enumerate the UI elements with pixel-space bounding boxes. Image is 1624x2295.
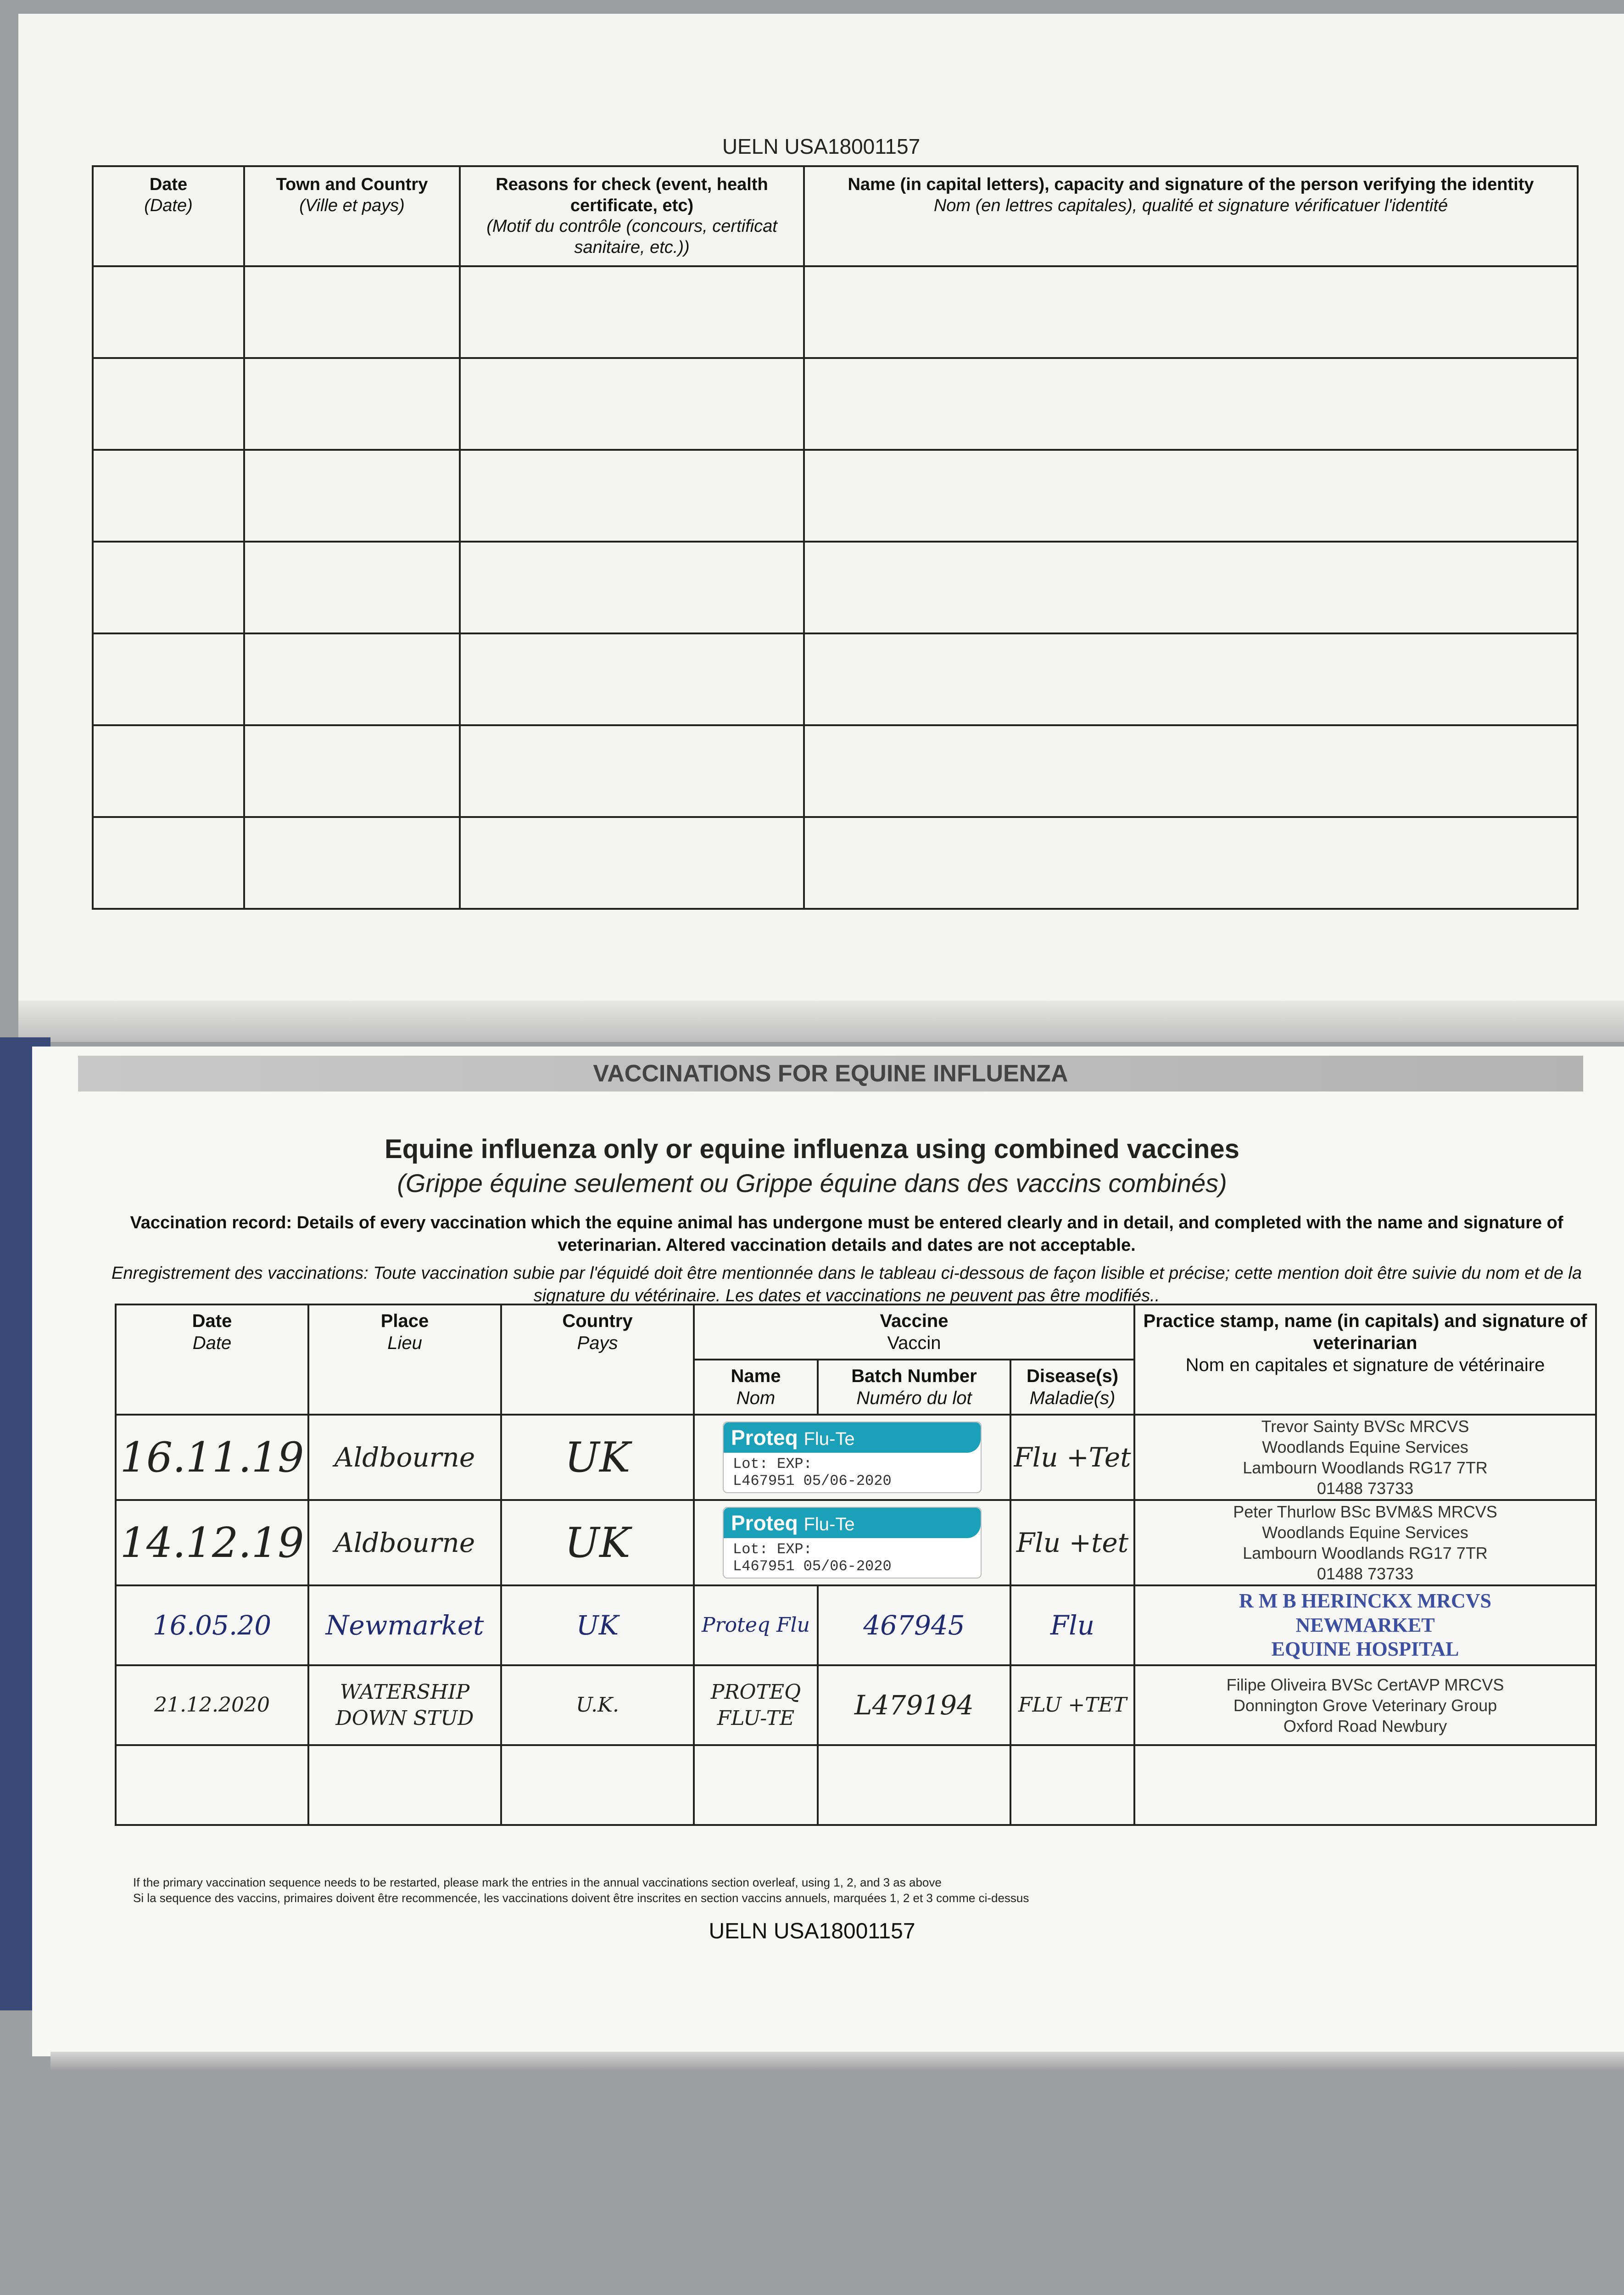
col-verifier: Name (in capital letters), capacity and signature of the person verifying the identity Nom (en lettres capitales), qualité et signature vérificatuer l'identité [804, 166, 1578, 266]
row-date: 16.05.20 [116, 1585, 308, 1665]
record-instructions-fr: Enregistrement des vaccinations: Toute vaccination subie par l'équidé doit être mentionnée dans le tableau ci-dessous de façon lisible et précise; cette mention doit être suivie du nom et de la signature du vétérinaire. Les dates et vaccinations ne peuvent pas être modifiés.. [112, 1264, 1582, 1306]
section-banner: VACCINATIONS FOR EQUINE INFLUENZA [78, 1056, 1583, 1092]
practice-stamp: Peter Thurlow BSc BVM&S MRCVS Woodlands Equine Services Lambourn Woodlands RG17 7TR 01488 73733 [1134, 1500, 1596, 1585]
page-fold [18, 1001, 1624, 1042]
table-row [93, 817, 1578, 909]
row-disease: Flu +Tet [1010, 1415, 1134, 1500]
footnote: If the primary vaccination sequence needs to be restarted, please mark the entries in the annual vaccinations section overleaf, using 1, 2, and 3 as above Si la sequence des vaccins, primaires doivent être recommencée, les vaccinations doivent être inscrites en section vaccins annuels, marquées 1, 2 et 3 comme ci-dessus [133, 1875, 1029, 1905]
col-country: Country Pays [501, 1304, 694, 1415]
table-row [93, 633, 1578, 725]
practice-stamp: Filipe Oliveira BVSc CertAVP MRCVS Donnington Grove Veterinary Group Oxford Road Newbury [1134, 1665, 1596, 1745]
row-country: UK [501, 1500, 694, 1585]
row-country: UK [501, 1585, 694, 1665]
page-subtitle: (Grippe équine seulement ou Grippe équine dans des vaccins combinés) [397, 1169, 1227, 1198]
check-table-header [93, 166, 1578, 266]
row-date: 14.12.19 [116, 1500, 308, 1585]
record-instructions: Vaccination record: Details of every vaccination which the equine animal has undergone must be entered clearly and in detail, and completed with the name and signature of veterinarian. Altered vaccination details and dates are not acceptable. [130, 1213, 1563, 1255]
vaccine-sticker-cell [694, 1500, 1010, 1585]
vaccine-sticker: Proteq Flu-Te Lot: EXP: L467951 05/06-2020 [723, 1422, 982, 1493]
col-date: Date Date [116, 1304, 308, 1415]
row-date: 21.12.2020 [116, 1665, 308, 1745]
row-vaccine-name: Proteq Flu [694, 1585, 818, 1665]
vacc-header-row [116, 1304, 1596, 1360]
col-name: Name Nom [694, 1360, 818, 1415]
table-row [116, 1665, 1596, 1745]
table-row [116, 1500, 1596, 1585]
table-row [116, 1745, 1596, 1825]
practice-stamp: Trevor Sainty BVSc MRCVS Woodlands Equine Services Lambourn Woodlands RG17 7TR 01488 73733 [1134, 1415, 1596, 1500]
vaccination-table [115, 1304, 1597, 1826]
row-vaccine-name: PROTEQ FLU-TE [694, 1665, 818, 1745]
ueln-top: UELN USA18001157 [722, 134, 921, 158]
col-place: Place Lieu [308, 1304, 501, 1415]
table-row [93, 725, 1578, 817]
row-place: Newmarket [308, 1585, 501, 1665]
row-country: U.K. [501, 1665, 694, 1745]
col-disease: Disease(s) Maladie(s) [1010, 1360, 1134, 1415]
row-disease: Flu [1010, 1585, 1134, 1665]
table-row [116, 1585, 1596, 1665]
table-row [93, 266, 1578, 358]
row-batch: L479194 [818, 1665, 1010, 1745]
col-town-country: Town and Country (Ville et pays) [244, 166, 460, 266]
col-batch: Batch Number Numéro du lot [818, 1360, 1010, 1415]
col-reasons: Reasons for check (event, health certificate, etc) (Motif du contrôle (concours, certificat sanitaire, etc.)) [460, 166, 804, 266]
vaccine-sticker-cell [694, 1415, 1010, 1500]
row-place: WATERSHIP DOWN STUD [308, 1665, 501, 1745]
row-batch: 467945 [818, 1585, 1010, 1665]
table-row [93, 450, 1578, 542]
table-row [93, 542, 1578, 633]
vaccine-sticker: Proteq Flu-Te Lot: EXP: L467951 05/06-2020 [723, 1507, 982, 1579]
table-row [116, 1415, 1596, 1500]
page-title: Equine influenza only or equine influenza using combined vaccines [385, 1134, 1239, 1164]
row-place: Aldbourne [308, 1415, 501, 1500]
row-disease: FLU +TET [1010, 1665, 1134, 1745]
row-place: Aldbourne [308, 1500, 501, 1585]
row-country: UK [501, 1415, 694, 1500]
practice-stamp: R M B HERINCKX MRCVS NEWMARKET EQUINE HOSPITAL [1134, 1585, 1596, 1665]
table-row [93, 358, 1578, 450]
row-disease: Flu +tet [1010, 1500, 1134, 1585]
col-date: Date (Date) [93, 166, 244, 266]
page-edge [50, 2052, 1624, 2070]
col-vaccine: Vaccine Vaccin [694, 1304, 1134, 1360]
col-practice: Practice stamp, name (in capitals) and signature of veterinarian Nom en capitales et signature de vétérinaire [1134, 1304, 1596, 1415]
row-date: 16.11.19 [116, 1415, 308, 1500]
identity-check-table [92, 165, 1579, 910]
ueln-bottom: UELN USA18001157 [709, 1919, 915, 1943]
